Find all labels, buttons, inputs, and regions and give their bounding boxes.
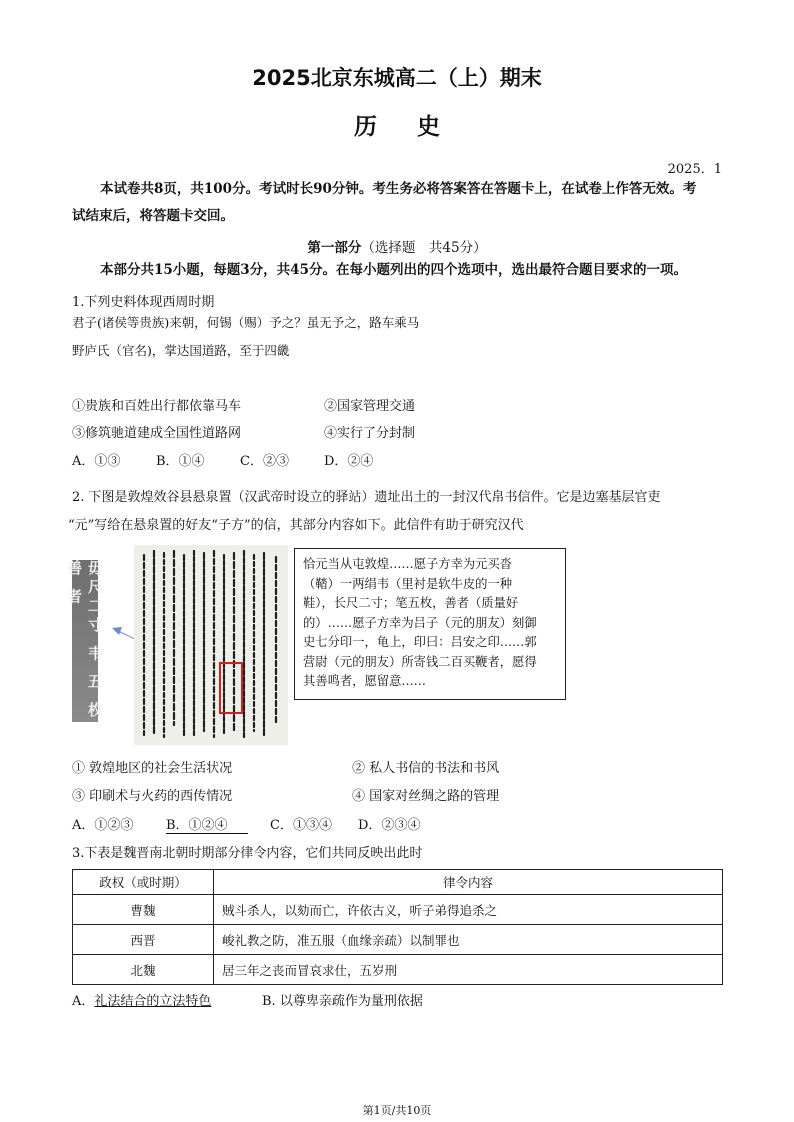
subject-title: 历史 (354, 114, 480, 140)
section-heading (0, 236, 794, 256)
silk-letter-illustration (134, 545, 288, 745)
q2-stem-line2: “元”写给在悬泉置的好友“子方”的信，其部分内容如下。此信件有助于研究汉代 (68, 518, 524, 533)
table-row (73, 925, 723, 955)
table-header-regime: 政权（或时期） (73, 870, 214, 895)
q3-stem: 3.下表是魏晋南北朝时期部分律令内容，它们共同反映出此时 (72, 846, 423, 861)
q2-statement-4: ④ 国家对丝绸之路的管理 (352, 789, 500, 804)
q2-choice-b[interactable]: B．①②④ (166, 814, 248, 834)
quote-line: 史七分印一，龟上，印曰：吕安之印……郭 (303, 635, 537, 649)
exam-date: 2025．1 (667, 162, 722, 177)
page-title: 2025北京东城高二（上）期末 (252, 66, 542, 90)
letter-quote-box (294, 548, 566, 700)
q2-choice-c[interactable]: C．①③④ (270, 818, 332, 833)
q2-stem-line1: 2. 下图是敦煌效谷县悬泉置（汉武帝时设立的驿站）遗址出土的一封汉代帛书信件。它是边塞基层官吏 (72, 490, 661, 505)
instructions-line1: 本试卷共8页，共100分。考试时长90分钟。考生务必将答案答在答题卡上，在试卷上作答无效。考 (100, 181, 697, 197)
quote-line: 的）……愿子方幸为吕子（元的朋友）刻御 (303, 615, 537, 630)
table-header-row (73, 870, 723, 895)
section-note: （选择题 共45分） (361, 240, 487, 256)
table-header-law: 律令内容 (214, 870, 723, 895)
silk-letter-detail-text: 毋尺二寸 韦 五 枚 善 者 (65, 560, 104, 721)
table-row (73, 955, 723, 985)
quote-line: 其善鸣者，愿留意…… (303, 674, 426, 688)
section-title: 第一部分 (307, 240, 362, 256)
quote-line: （鞜）一两绢韦（里衬是软牛皮的一种 (303, 576, 513, 591)
q1-stem: 1.下列史料体现西周时期 (72, 295, 215, 310)
q1-statement-1: ①贵族和百姓出行都依靠马车 (72, 399, 242, 414)
table-cell-regime: 曹魏 (73, 895, 214, 925)
instructions-line2: 试结束后，将答题卡交回。 (72, 208, 234, 224)
q3-choice-b[interactable]: B. 以尊卑亲疏作为量刑依据 (262, 994, 423, 1009)
law-table (72, 869, 723, 985)
q1-choice-b[interactable]: B．①④ (156, 454, 205, 469)
q1-statement-2: ②国家管理交通 (324, 399, 416, 414)
q2-choice-d[interactable]: D．②③④ (358, 818, 421, 833)
table-cell-regime: 西晋 (73, 925, 214, 955)
q1-source-1: 君子(诸侯等贵族)来朝，何锡（赐）予之？虽无予之，路车乘马 (72, 315, 420, 330)
quote-line: 营尉（元的朋友）所寄钱二百买鞭者，愿得 (303, 654, 537, 669)
table-cell-law: 居三年之丧而冒哀求仕，五岁刑 (214, 955, 723, 985)
table-cell-regime: 北魏 (73, 955, 214, 985)
table-cell-law: 峻礼教之防，准五服（血缘亲疏）以制罪也 (214, 925, 723, 955)
silk-letter-image (134, 545, 288, 745)
q3-choice-a-letter: A． (72, 994, 95, 1009)
q3-choice-a[interactable] (72, 990, 211, 1009)
page-number: 第1页/共10页 (362, 1104, 432, 1117)
silk-letter-detail-image (65, 560, 104, 722)
q1-source-2: 野庐氏（官名)，掌达国道路，至于四畿 (72, 343, 290, 358)
q3-choice-a-text: 礼法结合的立法特色 (94, 994, 212, 1009)
q1-choice-d[interactable]: D．②④ (324, 454, 374, 469)
q1-statement-3: ③修筑驰道建成全国性道路网 (72, 426, 242, 441)
q2-statement-2: ② 私人书信的书法和书风 (352, 761, 500, 776)
section-description: 本部分共15小题，每题3分，共45分。在每小题列出的四个选项中，选出最符合题目要求的一项。 (100, 262, 687, 278)
q2-choice-a[interactable]: A．①②③ (72, 818, 134, 833)
q1-choice-c[interactable]: C．②③ (240, 454, 289, 469)
q2-statement-3: ③ 印刷术与火药的西传情况 (72, 789, 233, 804)
table-row (73, 895, 723, 925)
table-cell-law: 贼斗杀人，以劾而亡，许依古义，听子弟得追杀之 (214, 895, 723, 925)
quote-line: 鞋），长尺二寸；笔五枚，善者（质量好 (303, 596, 519, 610)
q1-choice-a[interactable]: A．①③ (72, 454, 121, 469)
quote-line: 恰元当从屯敦煌……愿子方幸为元买沓 (303, 557, 513, 571)
q2-statement-1: ① 敦煌地区的社会生活状况 (72, 761, 233, 776)
q1-statement-4: ④实行了分封制 (324, 426, 416, 441)
